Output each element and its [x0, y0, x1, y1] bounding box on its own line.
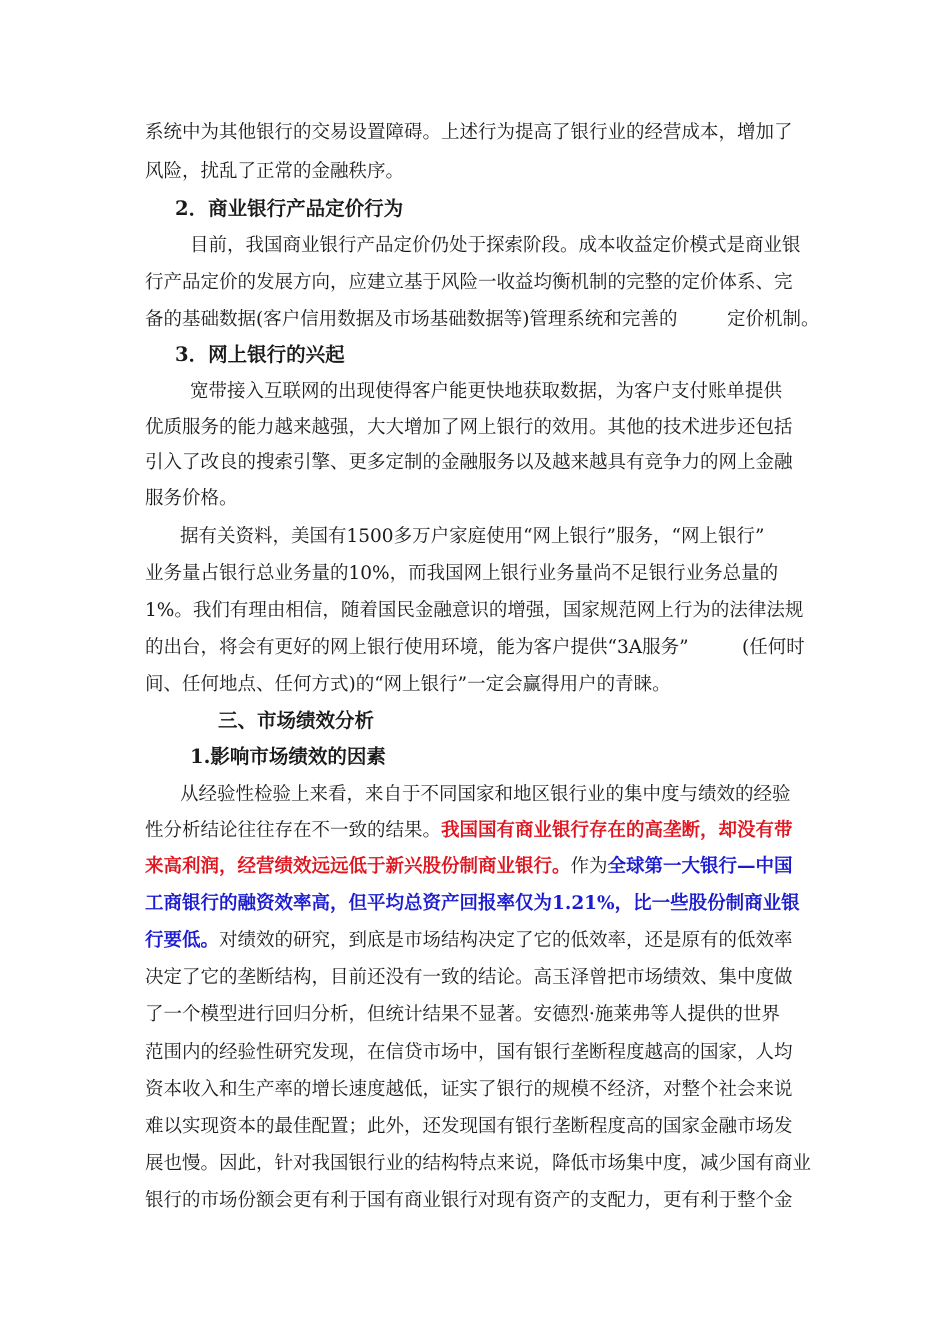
text-segment: 作为: [570, 856, 608, 877]
text-segment: 对绩效的研究，到底是市场结构决定了它的低效率，还是原有的低效率: [219, 930, 793, 951]
text-line: [145, 928, 793, 954]
chapter-heading: 三、市场绩效分析: [218, 709, 375, 732]
text-line: 决定了它的垄断结构，目前还没有一致的结论。高玉泽曾把市场绩效、集中度做: [145, 967, 793, 988]
text-line: 引入了改良的搜索引擎、更多定制的金融服务以及越来越具有竞争力的网上金融: [145, 452, 793, 473]
text-line: 系统中为其他银行的交易设置障碍。上述行为提高了银行业的经营成本，增加了: [145, 122, 793, 143]
text-line: [145, 818, 793, 844]
text-line: 的出台，将会有更好的网上银行使用环境，能为客户提供“3A服务”: [145, 637, 689, 658]
text-line: 优质服务的能力越来越强，大大增加了网上银行的效用。其他的技术进步还包括: [145, 417, 793, 438]
section-heading: 2．商业银行产品定价行为: [175, 197, 404, 220]
text-segment: 性分析结论往往存在不一致的结果。: [145, 820, 442, 841]
text-line: 据有关资料，美国有1500多万户家庭使用“网上银行”服务，“网上银行”: [180, 526, 765, 547]
text-line: 定价机制。: [727, 309, 820, 330]
text-line: 目前，我国商业银行产品定价仍处于探索阶段。成本收益定价模式是商业银: [190, 235, 801, 256]
text-line: 从经验性检验上来看，来自于不同国家和地区银行业的集中度与绩效的经验: [180, 784, 791, 805]
text-line: 服务价格。: [145, 488, 238, 509]
text-line: 宽带接入互联网的出现使得客户能更快地获取数据，为客户支付账单提供: [190, 381, 783, 402]
text-line: 备的基础数据(客户信用数据及市场基础数据等)管理系统和完善的: [145, 309, 678, 330]
highlight-red: 来高利润，经营绩效远远低于新兴股份制商业银行。: [145, 856, 571, 877]
text-line: 展也慢。因此，针对我国银行业的结构特点来说，降低市场集中度，减少国有商业: [145, 1153, 812, 1174]
highlight-red: 我国国有商业银行存在的高垄断，却没有带: [441, 820, 793, 841]
section-heading: 1.影响市场绩效的因素: [190, 745, 386, 768]
text-line: 行产品定价的发展方向，应建立基于风险一收益均衡机制的完整的定价体系、完: [145, 272, 793, 293]
text-line: 资本收入和生产率的增长速度越低，证实了银行的规模不经济，对整个社会来说: [145, 1079, 793, 1100]
text-line: 1%。我们有理由相信，随着国民金融意识的增强，国家规范网上行为的法律法规: [145, 600, 804, 621]
highlight-blue: 行要低。: [145, 930, 220, 951]
text-line: 间、任何地点、任何方式)的“网上银行”一定会赢得用户的青睐。: [145, 674, 671, 695]
highlight-blue: 全球第一大银行—中国: [607, 856, 793, 877]
text-line: (任何时: [742, 637, 805, 658]
text-line: 银行的市场份额会更有利于国有商业银行对现有资产的支配力，更有利于整个金: [145, 1190, 793, 1211]
text-line: 风险，扰乱了正常的金融秩序。: [145, 161, 405, 182]
highlight-blue-line: 工商银行的融资效率高，但平均总资产回报率仅为1.21%，比一些股份制商业银: [145, 893, 800, 914]
text-line: 了一个模型进行回归分析，但统计结果不显著。安德烈·施莱弗等人提供的世界: [145, 1004, 780, 1025]
text-line: 难以实现资本的最佳配置；此外，还发现国有银行垄断程度高的国家金融市场发: [145, 1116, 793, 1137]
text-line: 范围内的经验性研究发现，在信贷市场中，国有银行垄断程度越高的国家，人均: [145, 1042, 793, 1063]
section-heading: 3．网上银行的兴起: [175, 343, 345, 366]
text-line: [145, 854, 793, 880]
text-line: 业务量占银行总业务量的10%，而我国网上银行业务量尚不足银行业务总量的: [145, 563, 779, 584]
